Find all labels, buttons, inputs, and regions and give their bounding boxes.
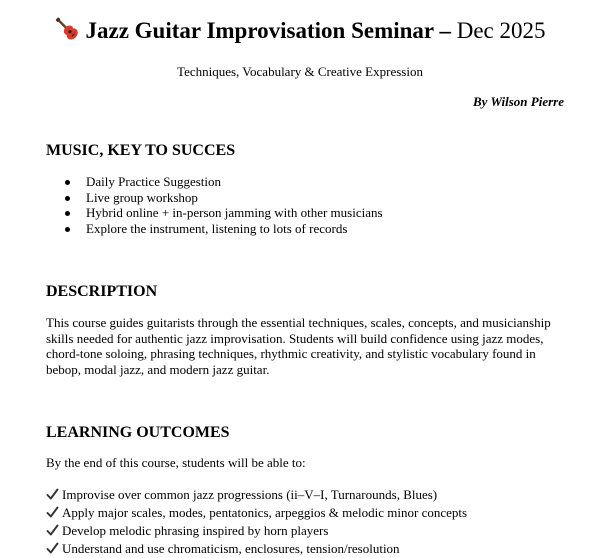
list-item-text: Apply major scales, modes, pentatonics, arpeggios & melodic minor concepts <box>62 505 468 520</box>
outcomes-check-list <box>46 486 467 558</box>
heading-description: DESCRIPTION <box>46 283 158 300</box>
list-item <box>64 221 383 237</box>
list-item-text: Daily Practice Suggestion <box>86 174 222 189</box>
author-byline: By Wilson Pierre <box>472 94 564 109</box>
page-title <box>0 14 600 48</box>
list-item-text: Improvise over common jazz progressions (ii–V–I, Turnarounds, Blues) <box>62 487 438 502</box>
list-item-text: Explore the instrument, listening to lots of records <box>86 220 348 236</box>
list-item <box>64 190 383 206</box>
heading-learning-outcomes: LEARNING OUTCOMES <box>46 424 230 441</box>
checkmark-icon <box>46 506 59 519</box>
music-bullet-list <box>64 174 383 236</box>
heading-music-key: MUSIC, KEY TO SUCCES <box>46 142 236 159</box>
list-item-text: Live group workshop <box>86 189 198 205</box>
guitar-icon <box>55 17 79 41</box>
title-main-text: Jazz Guitar Improvisation Seminar – <box>85 18 451 43</box>
list-item-text: Understand and use chromaticism, enclosures, tension/resolution <box>62 541 400 556</box>
outcomes-intro: By the end of this course, students will be able to: <box>46 455 306 470</box>
list-item <box>46 540 467 558</box>
bullet-icon <box>65 211 70 216</box>
bullet-icon <box>65 227 70 232</box>
checkmark-icon <box>46 488 59 501</box>
description-body: This course guides guitarists through the essential techniques, scales, concepts, and musicianship skills needed for authentic jazz improvisation. Students will build confidence using jazz modes, chord-tone soloing, phrasing techniques, rhythmic creativity, and stylistic vocabulary found in bebop, modal jazz, and modern jazz guitar. <box>46 315 551 377</box>
title-date: Dec 2025 <box>456 18 546 43</box>
list-item-text: Develop melodic phrasing inspired by horn players <box>62 523 329 538</box>
bullet-icon <box>65 196 70 201</box>
list-item <box>46 504 467 522</box>
checkmark-icon <box>46 524 59 537</box>
list-item <box>64 174 383 190</box>
list-item <box>46 522 467 540</box>
list-item-text: Hybrid online + in-person jamming with other musicians <box>86 205 383 220</box>
bullet-icon <box>65 180 70 185</box>
list-item <box>64 205 383 221</box>
page-subtitle: Techniques, Vocabulary & Creative Expression <box>177 64 423 79</box>
list-item <box>46 486 467 504</box>
